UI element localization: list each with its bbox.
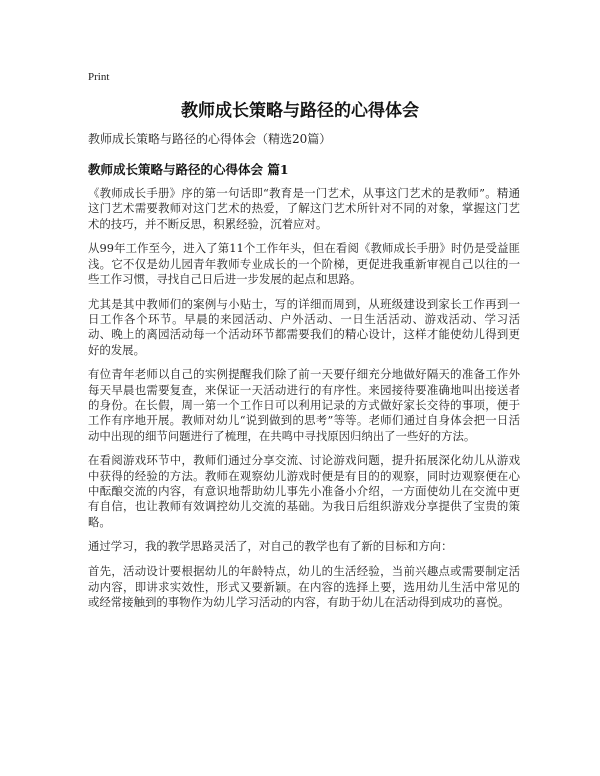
paragraph: 有位青年老师以自己的实例提醒我们除了前一天要仔细充分地做好隔天的准备工作外每天早晨也需要复查，来保证一天活动进行的有序性。来园接待要准确地叫出接送者的身份。在长假，周一第一个工作日可以利用记录的方式做好家长交待的事项，便于工作有序地开展。教师对幼儿“说到做到的思考”等等。老师们通过自身体会把一日活动中出现的细节问题进行了梳理，在共鸣中寻找原因归纳出了一些好的方法。 [88, 367, 520, 443]
paragraph: 在看阅游戏环节中，教师们通过分享交流、讨论游戏问题，提升拓展深化幼儿从游戏中获得的经验的方法。教师在观察幼儿游戏时便是有目的的观察，同时边观察便在心中酝酿交流的内容，有意识地帮助幼儿事先小准备小介绍，一方面使幼儿在交流中更有自信，也让教师有效调控幼儿交流的基础。为我日后组织游戏分享提供了宝贵的策略。 [88, 453, 520, 529]
paragraph: 首先，活动设计要根据幼儿的年龄特点，幼儿的生活经验，当前兴趣点或需要制定活动内容，即讲求实效性，形式又要新颖。在内容的选择上要，选用幼儿生活中常见的或经常接触到的事物作为幼儿学习活动的内容，有助于幼儿在活动得到成功的喜悦。 [88, 564, 520, 609]
paragraph: 通过学习，我的教学思路灵活了，对自己的教学也有了新的目标和方向： [88, 539, 453, 554]
document-subtitle: 教师成长策略与路径的心得体会（精选20篇） [88, 132, 332, 146]
paragraph: 尤其是其中教师们的案例与小贴士，写的详细而周到，从班级建设到家长工作再到一日工作各个环节。早晨的来园活动、户外活动、一日生活活动、游戏活动、学习活动、晚上的离园活动每一个活动环节都需要我们的精心设计，这样才能使幼儿得到更好的发展。 [88, 296, 520, 357]
document-body [88, 186, 520, 620]
paragraph: 《教师成长手册》序的第一句话即“教育是一门艺术，从事这门艺术的是教师”。精通这门艺术需要教师对这门艺术的热爱，了解这门艺术所针对不同的对象，掌握这门艺术的技巧，并不断反思，积累经验，沉着应对。 [88, 186, 520, 231]
print-link[interactable]: Print [88, 71, 110, 83]
paragraph: 从99年工作至今，进入了第11个工作年头，但在看阅《教师成长手册》时仍是受益匪浅。它不仅是幼儿园青年教师专业成长的一个阶梯，更促进我重新审视自己以往的一些工作习惯，寻找自己日后进一步发展的起点和思路。 [88, 241, 520, 286]
section-heading: 教师成长策略与路径的心得体会 篇1 [88, 162, 289, 177]
page-title: 教师成长策略与路径的心得体会 [181, 101, 419, 121]
